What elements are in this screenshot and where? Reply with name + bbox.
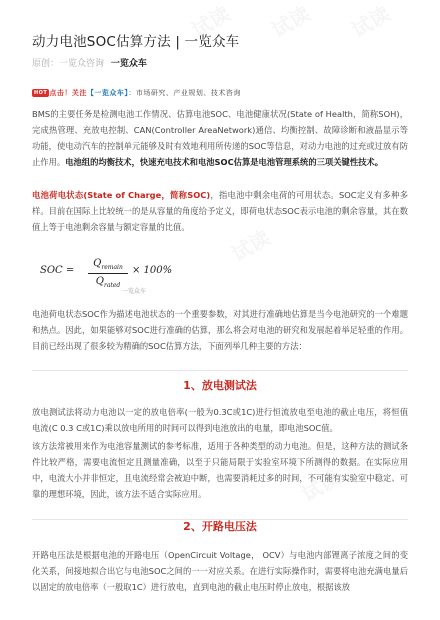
watermark-text: 试读: [347, 1, 395, 43]
page-title: 动力电池SOC估算方法 | 一览众车: [32, 34, 240, 50]
section-title-discharge-test: 1、放电测试法: [183, 379, 257, 392]
promo-click-text[interactable]: 点击！关注: [49, 89, 87, 97]
section-title-ocv: 2、开路电压法: [183, 520, 257, 533]
source-link[interactable]: 一览众咨询: [59, 59, 105, 69]
formula-rhs: × 100%: [132, 265, 173, 276]
formula-watermark: 一览众车: [122, 288, 147, 295]
formula-numerator: $Q_{remain}$: [93, 258, 123, 271]
formula-denominator: $Q_{rated}$: [95, 276, 121, 289]
promo-line: [32, 88, 241, 98]
watermark-text: 试读: [267, 1, 315, 43]
paragraph-bms-text: BMS的主要任务是检测电池工作情况、估算电池SOC、电池健康状况(State of Health，简称SOH)，完成热管理、充放电控制、CAN(Controller AreaNetwork)通信、均衡控制、故障诊断和液晶显示等功能，使电动汽车的控制单元能够及时有效地利用所传递的SOC等信息，对动力电池的过充或过放有防止作用。: [32, 109, 408, 167]
paragraph-ocv: 开路电压法是根据电池的开路电压（OpenCircuit Voltage， OCV）与电池内部锂离子浓度之间的变化关系，间接地拟合出它与电池SOC之间的一一对应关系。在进行实际操作时，需要将电池充满电量后以固定的放电倍率（一般取1C）进行放电，直到电池的截止电压时停止放电，根据该放: [32, 550, 408, 592]
section-divider: [32, 370, 408, 371]
watermark-text: 试读: [187, 1, 235, 43]
formula-lhs: SOC =: [40, 265, 75, 276]
promo-brand[interactable]: 【一览众车】: [86, 89, 129, 97]
formula-fraction: [88, 258, 128, 289]
source-line: [32, 56, 147, 69]
author-link[interactable]: 一览众车: [110, 59, 147, 69]
paragraph-soc-definition: [32, 187, 408, 235]
soc-definition-text: ，指电池中剩余电荷的可用状态。SOC定义有多种多样。目前在国际上比较统一的是从容量的角度给予定义，即荷电状态SOC表示电池的剩余容量，其在数值上等于电池剩余容量与额定容量的比值。: [32, 190, 408, 232]
watermark-text: 试读: [297, 465, 345, 507]
paragraph-bms-bold: 电池组的均衡技术，快速充电技术和电池SOC估算是电池管理系统的三项关键性技术。: [65, 157, 384, 167]
soc-definition-highlight: 电池荷电状态(State of Charge，简称SOC): [32, 190, 211, 200]
fraction-bar: [88, 273, 128, 274]
promo-rest: ：市场研究、产业规划、技术咨询: [128, 89, 241, 97]
paragraph-discharge-limits: 该方法常被用来作为电池容量测试的参考标准，适用于各种类型的动力电池。但是，这种方法的测试条件比较严格，需要电流恒定且测量准确，以至于只能局限于实验室环境下所测得的数据。在实际应用中，电流大小并非恒定，且电流经常会被迫中断，也需要消耗过多的时间，不可能有实验室中稳定、可靠的理想环境，因此，该方法不适合实际应用。: [32, 441, 408, 499]
paragraph-soc-importance: 电池荷电状态SOC作为描述电池状态的一个重要参数，对其进行准确地估算是当今电池研究的一个难题和热点。因此，如果能够对SOC进行准确的估算，那么将会对电池的研究和发展起着举足轻重的作用。目前已经出现了很多较为精确的SOC估算方法，下面列举几种主要的方法：: [32, 309, 408, 351]
hot-icon: HOT: [34, 90, 48, 96]
watermark-text: 试读: [227, 225, 275, 267]
paragraph-discharge-test: 放电测试法将动力电池以一定的放电倍率(一般为0.3C或1C)进行恒流放电至电池的截止电压，将恒值电流(C 0.3 C或1C)乘以放电所用的时间可以得到电池放出的电量，即电池SOC值。: [32, 407, 408, 433]
paragraph-bms: [32, 106, 408, 170]
source-prefix: 原创：: [32, 59, 60, 69]
